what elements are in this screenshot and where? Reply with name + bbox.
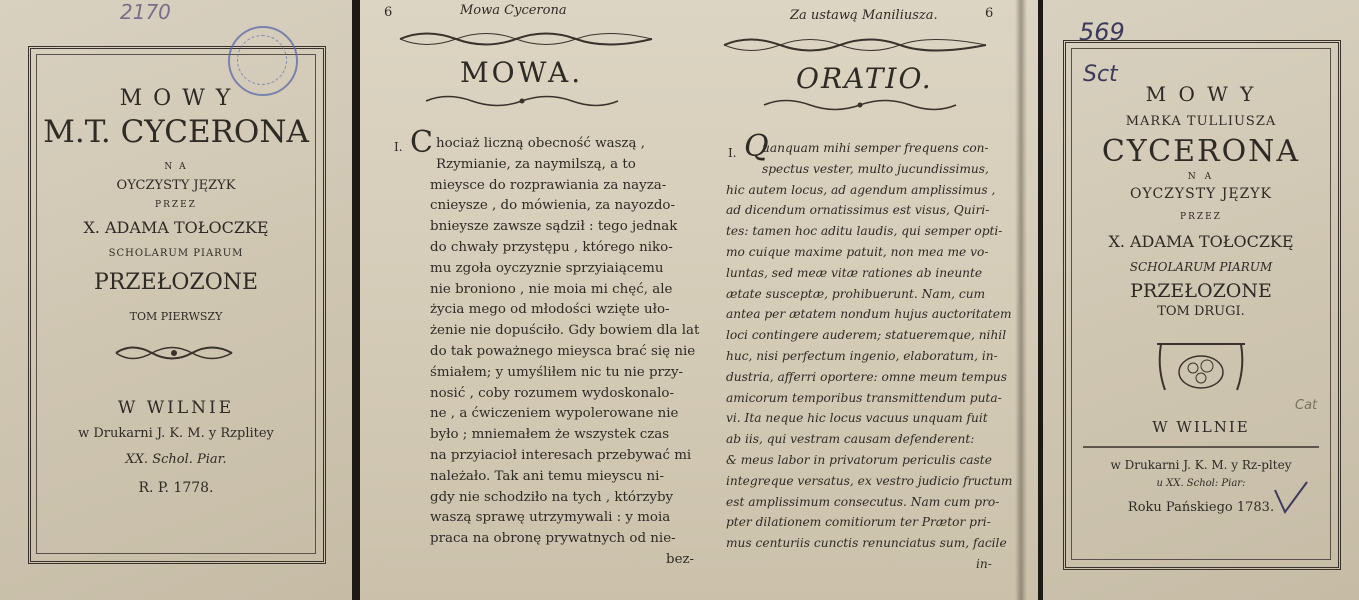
left-page-number: 6 <box>384 5 393 20</box>
latin-text-line: in- <box>976 556 992 571</box>
przez-text-2: PRZEZ <box>1180 212 1222 222</box>
printer-text-2b: u XX. Schol: Piar: <box>1156 478 1246 489</box>
image-separator <box>352 0 360 600</box>
latin-heading: ORATIO. <box>796 62 933 95</box>
printer-text: w Drukarni J. K. M. y Rzplitey <box>78 426 274 441</box>
book-title: M O W Y <box>119 86 233 111</box>
handwritten-mark: Sct <box>1083 62 1118 87</box>
polish-text-line: do tak poważnego mieysca brać się nie <box>430 343 696 359</box>
polish-paragraph-marker: I. <box>394 140 403 154</box>
volume-text: TOM PIERWSZY <box>129 310 223 323</box>
author-line-2: CYCERONA <box>1101 134 1301 169</box>
latin-text-line: pter dilationem comitiorum ter Prætor pri- <box>726 515 991 530</box>
polish-text-line: do chwały przystępu , którego niko- <box>430 239 673 255</box>
volume-text-2: TOM DRUGI. <box>1157 304 1245 319</box>
header-ornament-right <box>720 36 990 54</box>
language-text: OYCZYSTY JĘZYK <box>116 178 236 193</box>
place-text-2: W WILNIE <box>1152 418 1250 436</box>
title-page-volume-1 <box>0 0 352 600</box>
handwritten-number-2: 569 <box>1079 18 1125 46</box>
translated-text-2: PRZEŁOZONE <box>1130 280 1272 302</box>
printer-text-2: XX. Schol. Piar. <box>125 452 227 467</box>
polish-text-line: bnieysze zawsze sądził : tego jednak <box>430 219 678 235</box>
latin-text-line: dustria, afferri oportere: omne meum tempus <box>726 369 1007 384</box>
order-name: SCHOLARUM PIARUM <box>108 248 244 259</box>
polish-text-line: waszą sprawę utrzymywali : y moia <box>430 510 671 526</box>
latin-text-line: est amplissimum consecutus. Nam cum pro- <box>726 494 1000 509</box>
latin-text-line: vi. Ita neque hic locus vacuus unquam fuit <box>726 411 988 426</box>
checkmark-annotation <box>1271 480 1311 516</box>
right-page-number: 6 <box>985 6 994 21</box>
polish-heading: MOWA. <box>460 56 584 89</box>
author-line-1: MARKA TULLIUSZA <box>1125 114 1277 129</box>
polish-text-line: mu zgoła oyczyznie sprzyiaiącemu <box>430 260 664 276</box>
header-ornament-left <box>396 30 656 48</box>
latin-dropcap: Q <box>744 129 769 164</box>
przez-text: PRZEZ <box>155 200 197 210</box>
latin-text-line: & meus labor in privatorum periculis caste <box>726 452 992 467</box>
polish-text-line: nie broniono , nie moia mi chęć, ale <box>430 281 673 297</box>
translated-text: PRZEŁOZONE <box>93 270 259 295</box>
publication-year: R. P. 1778. <box>138 480 214 496</box>
translator-name-2: X. ADAMA TOŁOCZKĘ <box>1108 232 1294 251</box>
latin-text-line: loci contingere auderem; statueremque, nihil <box>726 328 1007 343</box>
latin-text-line: ab iis, qui vestram causam defenderent: <box>726 432 975 447</box>
polish-text-line: na przyiacioł interesach przebywać mi <box>430 447 692 463</box>
printer-text-2a: w Drukarni J. K. M. y Rz-pltey <box>1110 458 1292 472</box>
publication-year-2: Roku Pańskiego 1783. <box>1127 500 1275 515</box>
polish-text-line: życia mego od młodości wzięte uło- <box>430 302 670 318</box>
latin-text-line: uanquam mihi semper frequens con- <box>762 141 989 155</box>
rule-line <box>1083 444 1319 450</box>
latin-text-line: spectus vester, multo jucundissimus, <box>762 161 989 176</box>
latin-text-line: antea per ætatem nondum hujus auctoritatem <box>726 307 1012 322</box>
polish-text-column <box>430 134 699 571</box>
latin-text-line: ad dicendum ornatissimus est visus, Quiri- <box>726 203 990 218</box>
latin-paragraph-marker: I. <box>728 146 737 160</box>
author-name: M.T. CYCERONA <box>43 114 309 150</box>
pencil-note: Cat <box>1295 398 1318 413</box>
book-spread <box>360 0 1038 600</box>
latin-text-column <box>726 138 1012 575</box>
basket-vignette <box>1151 338 1251 398</box>
handwritten-number: 2170 <box>120 0 171 24</box>
latin-text-line: ætate susceptæ, prohibuerunt. Nam, cum <box>726 286 986 301</box>
polish-text-line: śmiałem; y umyśliłem nic tu nie przy- <box>430 364 684 380</box>
latin-text-line: tes: tamen hoc aditu laudis, qui semper opti- <box>726 224 1003 239</box>
polish-text-line: hociaż liczną obecność waszą , <box>436 136 645 151</box>
polish-text-line: mieysce do rozprawiania za nayza- <box>430 177 667 193</box>
order-name-2: SCHOLARUM PIARUM <box>1129 260 1273 274</box>
fleuron-ornament <box>112 342 236 364</box>
book-gutter <box>1015 0 1027 600</box>
left-running-header: Mowa Cycerona <box>460 3 567 18</box>
polish-text-line: bez- <box>666 551 695 567</box>
latin-text-line: huc, nisi perfectum ingenio, elaboratum, in- <box>726 348 998 363</box>
latin-text-line: integreque versatus, ex vestro judicio fructum <box>726 473 1013 488</box>
translator-name: X. ADAMA TOŁOCZKĘ <box>83 218 269 237</box>
na-text-2: N A <box>1187 172 1215 182</box>
title-page-volume-2 <box>1043 0 1359 600</box>
heading-ornament-right <box>760 96 960 114</box>
right-running-header: Za ustawą Maniliusza. <box>790 8 938 23</box>
na-text: N A <box>164 162 188 172</box>
polish-text-line: praca na obronę prywatnych od nie- <box>430 531 676 547</box>
polish-text-line: cnieysze , do mówienia, za nayozdo- <box>430 198 675 214</box>
polish-text-line: należało. Tak ani temu mieyscu ni- <box>430 468 664 484</box>
polish-text-line: żenie nie dopuściło. Gdy bowiem dla lat <box>430 323 700 339</box>
latin-text-line: amicorum temporibus transmittendum puta- <box>726 390 1002 405</box>
latin-text-line: mo cuique maxime patuit, non mea me vo- <box>726 244 989 259</box>
place-text: W WILNIE <box>117 398 235 418</box>
polish-dropcap: C <box>410 125 433 160</box>
latin-text-line: luntas, sed meæ vitæ rationes ab ineunte <box>726 265 983 280</box>
heading-ornament-left <box>422 92 622 110</box>
latin-text-line: hic autem locus, ad agendum amplissimus , <box>726 182 996 197</box>
polish-text-line: było ; mniemałem że wszystek czas <box>430 427 670 443</box>
polish-text-line: Rzymianie, za naymilszą, a to <box>436 156 636 172</box>
language-text-2: OYCZYSTY JĘZYK <box>1129 186 1273 202</box>
book-title-2: M O W Y <box>1145 82 1257 106</box>
polish-text-line: ne , a ćwiczeniem wypolerowane nie <box>430 406 679 422</box>
polish-text-line: gdy nie schodziło na tych , którzyby <box>430 489 674 505</box>
polish-text-line: nosić , coby rozumem wydoskonalo- <box>430 385 674 401</box>
latin-text-line: mus centuriis cunctis renunciatus sum, facile <box>726 536 1007 551</box>
